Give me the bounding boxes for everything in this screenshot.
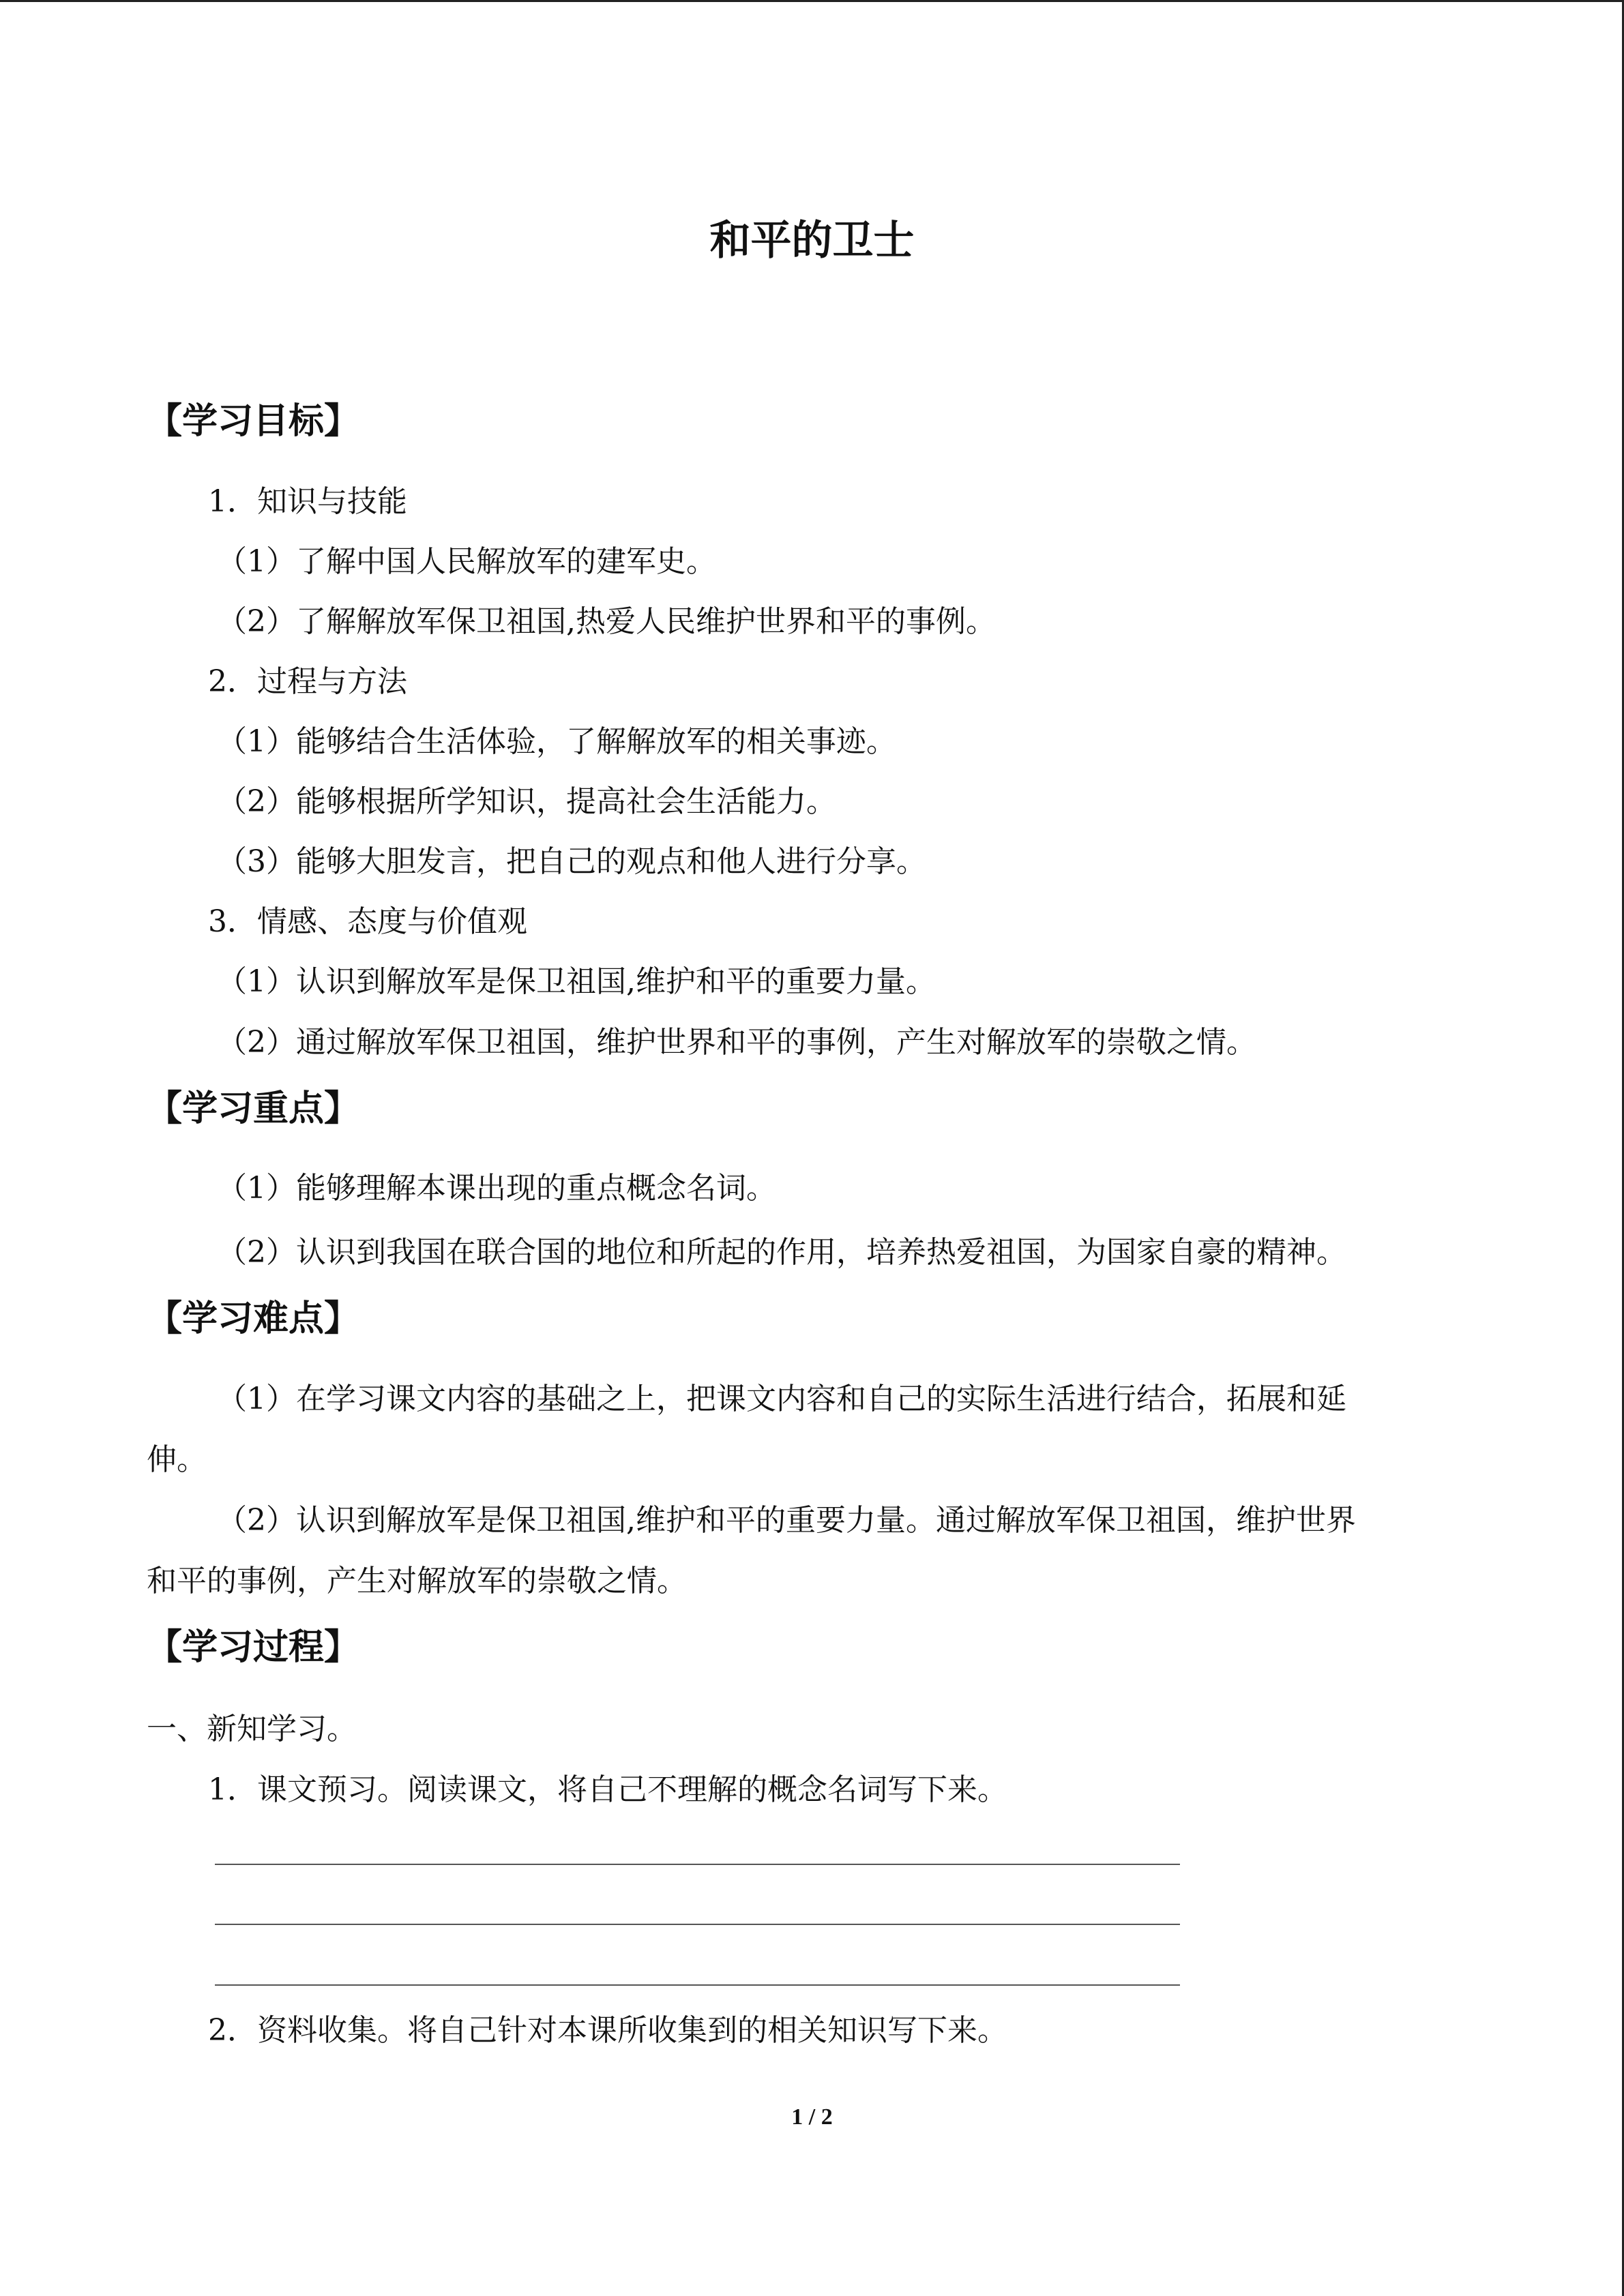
- section-heading-key-points: 【学习重点】: [147, 1088, 360, 1129]
- process-line: 2．资料收集。将自己针对本课所收集到的相关知识写下来。: [208, 2013, 1007, 2048]
- section-heading-difficulties: 【学习难点】: [147, 1298, 360, 1339]
- answer-blank-line: [215, 1924, 1180, 1925]
- difficulty-line: （1）在学习课文内容的基础之上，把课文内容和自己的实际生活进行结合，拓展和延: [217, 1382, 1346, 1416]
- objective-line: （2）通过解放军保卫祖国，维护世界和平的事例，产生对解放军的崇敬之情。: [217, 1025, 1256, 1060]
- answer-blank-line: [215, 1864, 1180, 1865]
- process-line: 1．课文预习。阅读课文，将自己不理解的概念名词写下来。: [208, 1772, 1007, 1807]
- key-point-line: （2）认识到我国在联合国的地位和所起的作用，培养热爱祖国，为国家自豪的精神。: [217, 1235, 1346, 1270]
- answer-blank-line: [215, 1984, 1180, 1986]
- section-heading-objectives: 【学习目标】: [147, 401, 360, 442]
- objective-line: （2）能够根据所学知识，提高社会生活能力。: [217, 784, 836, 819]
- page-number: 1 / 2: [791, 2104, 833, 2130]
- section-heading-process: 【学习过程】: [147, 1627, 360, 1668]
- objective-line: 2．过程与方法: [208, 664, 407, 699]
- objective-line: （1）了解中国人民解放军的建军史。: [217, 544, 716, 579]
- top-border: [0, 0, 1624, 2]
- objective-line: （1）认识到解放军是保卫祖国,维护和平的重要力量。: [217, 964, 936, 999]
- difficulty-line: （2）认识到解放军是保卫祖国,维护和平的重要力量。通过解放军保卫祖国，维护世界: [217, 1503, 1356, 1538]
- objective-line: （2）了解解放军保卫祖国,热爱人民维护世界和平的事例。: [217, 604, 996, 639]
- objective-line: （1）能够结合生活体验，了解解放军的相关事迹。: [217, 724, 896, 759]
- difficulty-line: 和平的事例，产生对解放军的崇敬之情。: [147, 1564, 687, 1598]
- process-line: 一、新知学习。: [147, 1712, 357, 1746]
- key-point-line: （1）能够理解本课出现的重点概念名词。: [217, 1171, 776, 1206]
- objective-line: 3．情感、态度与价值观: [208, 904, 527, 939]
- objective-line: 1．知识与技能: [208, 484, 407, 519]
- objective-line: （3）能够大胆发言，把自己的观点和他人进行分享。: [217, 844, 926, 879]
- document-title: 和平的卫士: [709, 217, 915, 265]
- difficulty-line: 伸。: [147, 1442, 207, 1477]
